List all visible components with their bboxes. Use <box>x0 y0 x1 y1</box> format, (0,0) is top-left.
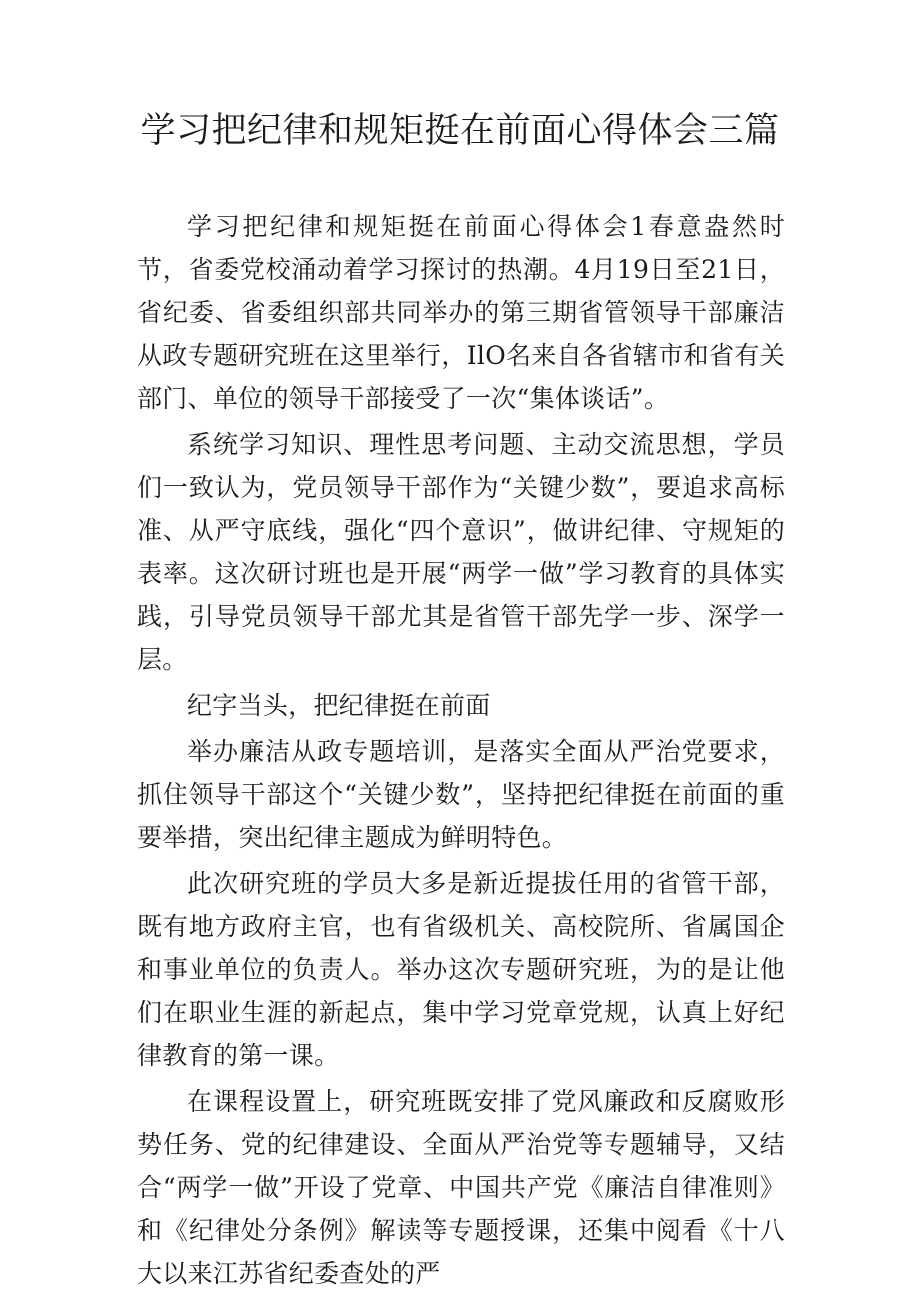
section-heading: 纪字当头，把纪律挺在前面 <box>187 691 491 720</box>
paragraph-5: 在课程设置上，研究班既安排了党风廉政和反腐败形势任务、党的纪律建设、全面从严治党等专题辅导，又结合“两学一做”开设了党章、中国共产党《廉洁自律准则》和《纪律处分条例》解读等专题授课，还集中阅看《十八大以来江苏省纪委查处的严 <box>137 1087 785 1288</box>
document-body <box>137 205 785 1298</box>
paragraph-3: 举办廉洁从政专题培训，是落实全面从严治党要求，抓住领导干部这个“关键少数”，坚持把纪律挺在前面的重要举措，突出纪律主题成为鲜明特色。 <box>137 737 785 852</box>
paragraph-2: 系统学习知识、理性思考问题、主动交流思想，学员们一致认为，党员领导干部作为“关键少数”，要追求高标准、从严守底线，强化“四个意识”，做讲纪律、守规矩的表率。这次研讨班也是开展“两学一做”学习教育的具体实践，引导党员领导干部尤其是省管干部先学一步、深学一层。 <box>137 430 785 674</box>
paragraph-1: 学习把纪律和规矩挺在前面心得体会1春意盎然时节，省委党校涌动着学习探讨的热潮。4月19日至21日，省纪委、省委组织部共同举办的第三期省管领导干部廉洁从政专题研究班在这里举行，IlO名来自各省辖市和省有关部门、单位的领导干部接受了一次“集体谈话”。 <box>137 212 785 413</box>
document-title: 学习把纪律和规矩挺在前面心得体会三篇 <box>140 111 780 151</box>
paragraph-4: 此次研究班的学员大多是新近提拔任用的省管干部，既有地方政府主官，也有省级机关、高校院所、省属国企和事业单位的负责人。举办这次专题研究班，为的是让他们在职业生涯的新起点，集中学习党章党规，认真上好纪律教育的第一课。 <box>137 869 785 1070</box>
